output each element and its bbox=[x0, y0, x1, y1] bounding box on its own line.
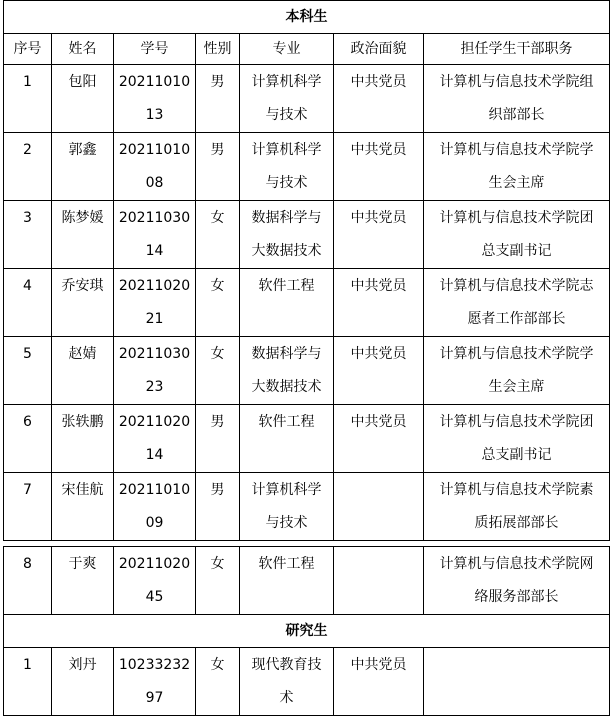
cell-student-id bbox=[114, 201, 196, 269]
cell-role bbox=[424, 133, 610, 201]
cell-no bbox=[4, 405, 52, 473]
cell-gender bbox=[196, 65, 240, 133]
cell-student-id-line: 14 bbox=[145, 447, 164, 463]
cell-gender-line: 女 bbox=[210, 210, 225, 226]
header-cell: 专业 bbox=[240, 34, 334, 65]
cell-no-line: 8 bbox=[23, 556, 32, 572]
cell-name-line: 乔安琪 bbox=[61, 278, 104, 294]
cell-major-line: 大数据技术 bbox=[251, 243, 322, 259]
cell-gender bbox=[196, 269, 240, 337]
cell-student-id bbox=[114, 65, 196, 133]
undergrad-table bbox=[3, 0, 610, 541]
cell-major-line: 与技术 bbox=[265, 175, 308, 191]
cell-political bbox=[334, 648, 424, 716]
cell-role bbox=[424, 405, 610, 473]
table-row bbox=[4, 201, 610, 269]
cell-role-line: 总支副书记 bbox=[481, 243, 552, 259]
cell-role bbox=[424, 65, 610, 133]
cell-gender-line: 女 bbox=[210, 346, 225, 362]
cell-name bbox=[52, 133, 114, 201]
cell-student-id-line: 20211010 bbox=[118, 74, 191, 90]
cell-role-line: 计算机与信息技术学院团 bbox=[439, 414, 594, 430]
cell-student-id-line: 08 bbox=[145, 175, 164, 191]
section-title-undergrad: 本科生 bbox=[4, 1, 610, 34]
cell-name-line: 张轶鹏 bbox=[61, 414, 104, 430]
cell-role bbox=[424, 269, 610, 337]
cell-no bbox=[4, 65, 52, 133]
cell-role-line: 愿者工作部部长 bbox=[467, 311, 566, 327]
cell-name bbox=[52, 405, 114, 473]
cell-student-id-line: 20211020 bbox=[118, 556, 191, 572]
table-row bbox=[4, 648, 610, 716]
cell-role bbox=[424, 547, 610, 615]
cell-student-id-line: 09 bbox=[145, 515, 164, 531]
cell-major-line: 数据科学与 bbox=[251, 346, 322, 362]
cell-name-line: 宋佳航 bbox=[61, 482, 104, 498]
cell-role-line: 计算机与信息技术学院学 bbox=[439, 346, 594, 362]
cell-political-line: 中共党员 bbox=[350, 414, 407, 430]
cell-political-line: 中共党员 bbox=[350, 142, 407, 158]
cell-no-line: 4 bbox=[23, 278, 32, 294]
cell-no-line: 5 bbox=[23, 346, 32, 362]
cell-name bbox=[52, 473, 114, 541]
cell-role-line: 计算机与信息技术学院组 bbox=[439, 74, 594, 90]
cell-role-line: 生会主席 bbox=[488, 379, 545, 395]
cell-role-line: 络服务部部长 bbox=[474, 589, 559, 605]
table-row bbox=[4, 269, 610, 337]
cell-major bbox=[240, 269, 334, 337]
cell-no bbox=[4, 133, 52, 201]
cell-political bbox=[334, 65, 424, 133]
cell-name-line: 包阳 bbox=[68, 74, 97, 90]
cell-political bbox=[334, 337, 424, 405]
cell-gender-line: 男 bbox=[210, 74, 225, 90]
cell-student-id-line: 45 bbox=[145, 589, 164, 605]
header-cell: 性别 bbox=[196, 34, 240, 65]
cell-role-line: 计算机与信息技术学院网 bbox=[439, 556, 594, 572]
cell-gender-line: 女 bbox=[210, 556, 225, 572]
cell-political bbox=[334, 547, 424, 615]
cell-gender bbox=[196, 337, 240, 405]
cell-name bbox=[52, 337, 114, 405]
cell-name-line: 赵婧 bbox=[68, 346, 97, 362]
cell-major bbox=[240, 337, 334, 405]
cell-major-line: 大数据技术 bbox=[251, 379, 322, 395]
cell-no-line: 3 bbox=[23, 210, 32, 226]
cell-major-line: 软件工程 bbox=[258, 556, 315, 572]
table-row bbox=[4, 547, 610, 615]
cell-gender bbox=[196, 133, 240, 201]
cell-student-id bbox=[114, 133, 196, 201]
cell-political-line: 中共党员 bbox=[350, 74, 407, 90]
cell-role bbox=[424, 648, 610, 716]
header-row bbox=[4, 34, 610, 65]
cell-major bbox=[240, 133, 334, 201]
header-cell: 担任学生干部职务 bbox=[424, 34, 610, 65]
cell-political-line: 中共党员 bbox=[350, 657, 407, 673]
cell-no-line: 7 bbox=[23, 482, 32, 498]
cell-student-id-line: 20211030 bbox=[118, 346, 191, 362]
cell-major-line: 软件工程 bbox=[258, 278, 315, 294]
cell-major bbox=[240, 201, 334, 269]
cell-student-id-line: 20211030 bbox=[118, 210, 191, 226]
cell-student-id bbox=[114, 648, 196, 716]
cell-political-line: 中共党员 bbox=[350, 210, 407, 226]
cell-name bbox=[52, 648, 114, 716]
cell-major bbox=[240, 473, 334, 541]
cell-student-id bbox=[114, 405, 196, 473]
cell-student-id-line: 13 bbox=[145, 107, 164, 123]
cell-political bbox=[334, 201, 424, 269]
header-cell: 姓名 bbox=[52, 34, 114, 65]
cell-political bbox=[334, 473, 424, 541]
cell-name-line: 陈梦媛 bbox=[61, 210, 104, 226]
cell-gender bbox=[196, 473, 240, 541]
cell-political bbox=[334, 405, 424, 473]
cell-gender-line: 男 bbox=[210, 142, 225, 158]
cell-student-id-line: 23 bbox=[145, 379, 164, 395]
cell-no-line: 1 bbox=[23, 657, 32, 673]
cell-major-line: 与技术 bbox=[265, 107, 308, 123]
cell-student-id bbox=[114, 547, 196, 615]
cell-role-line: 质拓展部部长 bbox=[474, 515, 559, 531]
cell-no bbox=[4, 337, 52, 405]
cell-role-line: 计算机与信息技术学院志 bbox=[439, 278, 594, 294]
cell-gender bbox=[196, 405, 240, 473]
cell-no bbox=[4, 648, 52, 716]
cell-student-id-line: 97 bbox=[145, 690, 164, 706]
table-row bbox=[4, 405, 610, 473]
cell-gender bbox=[196, 201, 240, 269]
cell-political-line: 中共党员 bbox=[350, 278, 407, 294]
cell-major bbox=[240, 648, 334, 716]
header-cell: 学号 bbox=[114, 34, 196, 65]
cell-no bbox=[4, 269, 52, 337]
table-row bbox=[4, 65, 610, 133]
cell-name bbox=[52, 269, 114, 337]
cell-no-line: 6 bbox=[23, 414, 32, 430]
cell-major-line: 术 bbox=[279, 690, 294, 706]
table-row bbox=[4, 133, 610, 201]
cell-role bbox=[424, 473, 610, 541]
cell-major-line: 现代教育技 bbox=[251, 657, 322, 673]
table-row bbox=[4, 337, 610, 405]
cell-name-line: 刘丹 bbox=[68, 657, 97, 673]
continued-table bbox=[3, 546, 610, 716]
cell-role bbox=[424, 201, 610, 269]
cell-student-id bbox=[114, 269, 196, 337]
cell-name-line: 郭鑫 bbox=[68, 142, 97, 158]
cell-student-id-line: 10233232 bbox=[118, 657, 191, 673]
header-cell: 政治面貌 bbox=[334, 34, 424, 65]
cell-role-line: 织部部长 bbox=[488, 107, 545, 123]
cell-name-line: 于爽 bbox=[68, 556, 97, 572]
cell-major-line: 数据科学与 bbox=[251, 210, 322, 226]
cell-student-id-line: 20211010 bbox=[118, 482, 191, 498]
cell-role-line: 计算机与信息技术学院素 bbox=[439, 482, 594, 498]
cell-student-id bbox=[114, 337, 196, 405]
cell-student-id-line: 20211010 bbox=[118, 142, 191, 158]
cell-student-id-line: 14 bbox=[145, 243, 164, 259]
cell-gender bbox=[196, 648, 240, 716]
cell-gender bbox=[196, 547, 240, 615]
cell-role-line: 总支副书记 bbox=[481, 447, 552, 463]
cell-major-line: 与技术 bbox=[265, 515, 308, 531]
cell-major bbox=[240, 405, 334, 473]
cell-name bbox=[52, 547, 114, 615]
section-title-grad: 研究生 bbox=[4, 615, 610, 648]
header-cell: 序号 bbox=[4, 34, 52, 65]
cell-no bbox=[4, 201, 52, 269]
cell-major-line: 计算机科学 bbox=[251, 482, 322, 498]
cell-role-line: 计算机与信息技术学院团 bbox=[439, 210, 594, 226]
cell-political-line: 中共党员 bbox=[350, 346, 407, 362]
cell-political bbox=[334, 133, 424, 201]
cell-student-id-line: 20211020 bbox=[118, 414, 191, 430]
cell-name bbox=[52, 65, 114, 133]
cell-major bbox=[240, 547, 334, 615]
cell-major-line: 计算机科学 bbox=[251, 142, 322, 158]
cell-political bbox=[334, 269, 424, 337]
cell-gender-line: 女 bbox=[210, 657, 225, 673]
cell-gender-line: 男 bbox=[210, 482, 225, 498]
cell-role-line: 生会主席 bbox=[488, 175, 545, 191]
cell-gender-line: 男 bbox=[210, 414, 225, 430]
cell-no-line: 2 bbox=[23, 142, 32, 158]
cell-no bbox=[4, 473, 52, 541]
cell-major-line: 软件工程 bbox=[258, 414, 315, 430]
table-row bbox=[4, 473, 610, 541]
cell-major-line: 计算机科学 bbox=[251, 74, 322, 90]
cell-role bbox=[424, 337, 610, 405]
cell-no-line: 1 bbox=[23, 74, 32, 90]
cell-no bbox=[4, 547, 52, 615]
cell-name bbox=[52, 201, 114, 269]
cell-student-id-line: 20211020 bbox=[118, 278, 191, 294]
cell-student-id-line: 21 bbox=[145, 311, 164, 327]
cell-student-id bbox=[114, 473, 196, 541]
cell-gender-line: 女 bbox=[210, 278, 225, 294]
cell-role-line: 计算机与信息技术学院学 bbox=[439, 142, 594, 158]
cell-major bbox=[240, 65, 334, 133]
